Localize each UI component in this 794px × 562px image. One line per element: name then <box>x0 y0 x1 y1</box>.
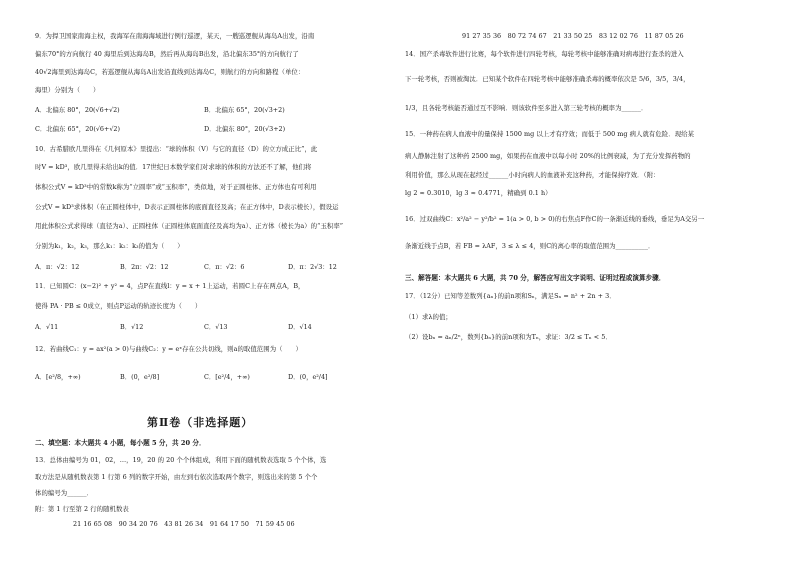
q10-option-c: C．π：√2：6 <box>204 263 245 271</box>
q9-line4: 海里）分别为（ ） <box>35 86 100 94</box>
q9-option-d: D．北偏东 80°，20(√3+2) <box>204 125 286 133</box>
q10-line5: 用此体积公式求得球（直径为a）、正圆柱体（正圆柱体底面直径及高均为a）、正方体（棱长为a）的“玉积率” <box>35 222 344 230</box>
q10-line4: 公式V = kD³求体积（在正圆柱体中，D表示正圆柱体的底面直径及高；在正方体中，D表示棱长），假设运 <box>35 203 339 211</box>
q16-line1: 16．过双曲线C：x²/a² − y²/b² = 1(a > 0, b > 0)的右焦点F作C的一条渐近线的垂线，垂足为A交另一 <box>405 215 705 223</box>
q9-line2: 偏东70°的方向航行 40 海里后到达海岛B，然后再从海岛B出发，沿北偏东35°的方向航行了 <box>35 50 299 58</box>
q10-option-b: B．2π：√2：12 <box>120 263 169 271</box>
q15-line1: 15．一种药在病人血液中的量保持 1500 mg 以上才有疗效；而低于 500 mg 病人就有危险．现给某 <box>405 130 695 138</box>
q16-line2: 条渐近线于点B，若 FB = λAF，3 ≤ λ ≤ 4，则C的离心率的取值范围为__________． <box>405 242 655 250</box>
q15-line4: lg 2 ≈ 0.3010，lg 3 ≈ 0.4771，精确到 0.1 h） <box>405 189 552 197</box>
q11-option-b: B．√12 <box>120 323 144 331</box>
q10-line1: 10．古希腊欧几里得在《几何原本》里提出：“球的体积（V）与它的直径（D）的立方成正比”，此 <box>35 145 318 153</box>
q12-line1: 12．若曲线C₁：y = ax²(a > 0)与曲线C₂：y = eˣ存在公共切线，则a的取值范围为（ ） <box>35 345 302 353</box>
q17-line1: 17．（12分）已知等差数列{aₙ}的前n项和Sₙ，满足Sₙ = n² + 2n + 3． <box>405 292 616 300</box>
q10-option-a: A．π：√2：12 <box>35 263 80 271</box>
q9-line3: 40√2海里到达海岛C，若巡逻舰从海岛A出发沿直线到达海岛C，则航行的方向和路程（单位： <box>35 68 305 76</box>
q14-line1: 14．国产杀毒软件进行比赛，每个软件进行四轮考核，每轮考核中能够准确对病毒进行查杀的进入 <box>405 50 684 58</box>
q11-option-a: A．√11 <box>35 323 59 331</box>
random-table-row1: 21 16 65 08 90 34 20 76 43 81 26 34 91 64 17 50 71 59 45 06 <box>73 520 295 528</box>
random-table-row2: 91 27 35 36 80 72 74 67 21 33 50 25 83 12 02 76 11 87 05 26 <box>462 32 684 40</box>
fill-in-section-header: 二、填空题：本大题共 4 小题，每小题 5 分，共 20 分． <box>35 439 206 447</box>
q12-option-b: B．(0，e²/8] <box>120 373 160 381</box>
q10-line2: 时V = kD³，欧几里得未给出k的值．17世纪日本数学家们对求球的体积的方法还不了解，他们将 <box>35 163 312 171</box>
q9-option-a: A．北偏东 80°，20(√6+√2) <box>35 106 120 114</box>
q11-option-d: D．√14 <box>288 323 312 331</box>
q14-line3: 1/3，且各轮考核能否通过互不影响．则该软件至多进入第三轮考核的概率为______． <box>405 104 648 112</box>
q12-option-a: A．[e²/8，+∞) <box>35 373 81 381</box>
solve-section-header: 三、解答题：本大题共 6 大题，共 70 分，解答应写出文字说明、证明过程或演算步骤． <box>405 274 666 282</box>
part2-title: 第Ⅱ卷（非选择题） <box>147 416 254 429</box>
q13-line2: 取方法是从随机数表第 1 行第 6 列的数字开始，由左到右依次选取两个数字，则选出来的第 5 个个 <box>35 473 318 481</box>
q14-line2: 下一轮考核，否则被淘汰．已知某个软件在四轮考核中能够准确杀毒的概率依次是 5/6，3/5，3/4， <box>405 75 690 83</box>
q9-option-b: B．北偏东 65°，20(√3+2) <box>204 106 285 114</box>
q10-line3: 体积公式V = kD³中的常数k称为“立圆率”或“玉积率”，类似地，对于正圆柱体、正方体也有可利用 <box>35 183 317 191</box>
q15-line2: 病人静脉注射了这种药 2500 mg，如果药在血液中以每小时 20%的比例衰减，为了充分发挥药物的 <box>405 152 691 160</box>
q15-line3: 利用价值，那么从现在起经过______小时向病人的血液补充这种药，才能保持疗效．（附： <box>405 171 660 179</box>
q10-option-d: D．π：2√3：12 <box>288 263 337 271</box>
q9-option-c: C．北偏东 65°，20(√6+√2) <box>35 125 120 133</box>
q13-line3: 体的编号为______． <box>35 489 94 497</box>
q13-line1: 13．总体由编号为 01，02，…，19，20 的 20 个个体组成，利用下面的随机数表选取 5 个个体，选 <box>35 456 327 464</box>
q12-option-c: C．[e²/4，+∞) <box>204 373 250 381</box>
q17-line3: （2）设bₙ = aₙ/2ⁿ，数列{bₙ}的前n项和为Tₙ，求证：3/2 ≤ Tₙ < 5． <box>405 333 612 341</box>
q11-option-c: C．√13 <box>204 323 228 331</box>
q9-line1: 9．为捍卫国家南海主权，我海军在南海海域进行例行巡逻，某天，一艘巡逻舰从海岛A出发，沿南 <box>35 32 315 40</box>
q11-line1: 11．已知圆C：(x−2)² + y² = 4，点P在直线l：y = x + 1上运动，若圆C上存在两点A，B， <box>35 282 305 290</box>
q12-option-d: D．(0，e²/4] <box>288 373 328 381</box>
q13-note: 附：第 1 行至第 2 行的随机数表 <box>35 505 129 513</box>
q11-line2: 使得 PA · PB ≤ 0成立，则点P运动的轨迹长度为（ ） <box>35 302 202 310</box>
q10-line6: 分别为k₁，k₂，k₃，那么k₁：k₂：k₃的值为（ ） <box>35 242 184 250</box>
q17-line2: （1）求λ的值； <box>405 313 452 321</box>
